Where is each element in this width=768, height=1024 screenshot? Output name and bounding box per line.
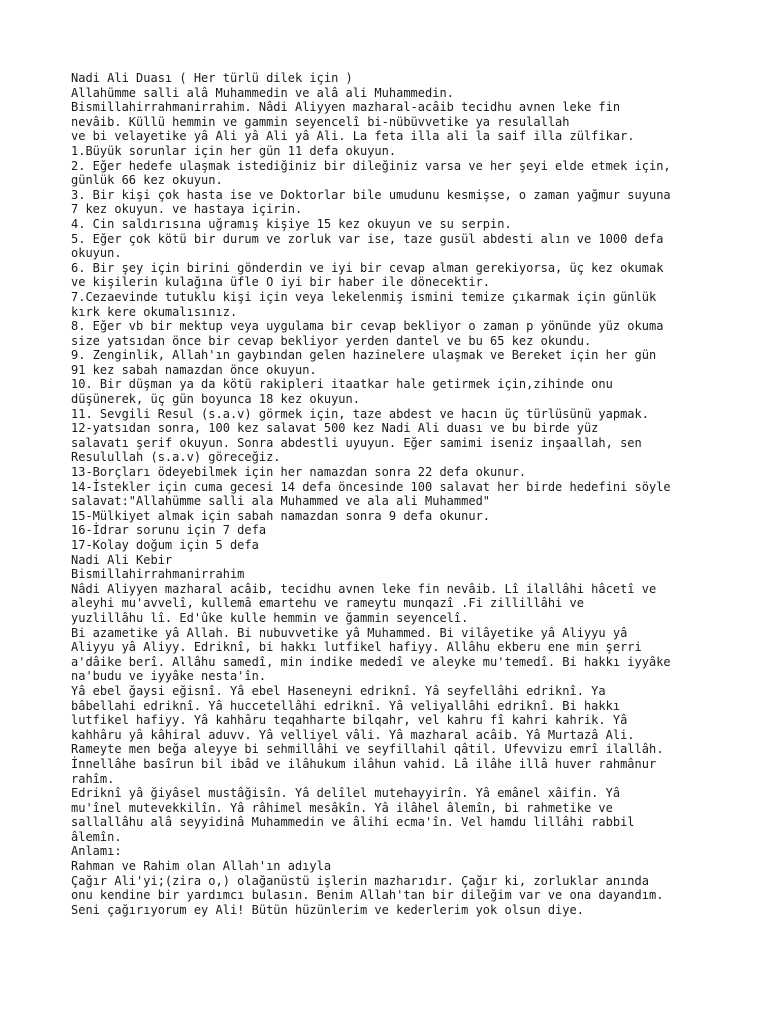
- text-line: Anlamı:: [71, 844, 122, 859]
- text-line: Rameyte men beğa aleyye bi sehmillâhi ve seyfillahil qâtil. Ufevvizu emrî ilallâh.: [71, 742, 664, 757]
- text-line: Bismillahirrahmanirrahim. Nâdi Aliyyen mazharal-acâib tecidhu avnen leke fin: [71, 100, 621, 115]
- text-line: kahhâru yâ kâhiral aduvv. Yâ velliyel vâli. Yâ mazharal acâib. Yâ Murtazâ Ali.: [71, 727, 635, 742]
- text-line: Çağır Ali'yi;(zira o,) olağanüstü işlerin mazharıdır. Çağır ki, zorluklar anında: [71, 873, 649, 888]
- text-line: günlük 66 kez okuyun.: [71, 173, 223, 188]
- text-line: 1.Büyük sorunlar için her gün 11 defa okuyun.: [71, 143, 397, 158]
- text-line: sallallâhu alâ seyyidinâ Muhammedin ve âlihi ecma'în. Vel hamdu lillâhi rabbil: [71, 815, 635, 830]
- text-line: Bi azametike yâ Allah. Bi nubuvvetike yâ Muhammed. Bi vilâyetike yâ Aliyyu yâ: [71, 625, 628, 640]
- text-line: nevâib. Küllü hemmin ve gammin seyencelî bi-nübüvvetike ya resulallah: [71, 114, 570, 129]
- text-line: Edriknî yâ ğiyâsel mustâğisîn. Yâ delîlel mutehayyirîn. Yâ emânel xâifin. Yâ: [71, 786, 621, 801]
- text-line: salavatı şerif okuyun. Sonra abdestli uyuyun. Eğer samimi iseniz inşaallah, sen: [71, 435, 642, 450]
- text-line: a'dâike berî. Allâhu samedî, min indike mededî ve aleyke mu'temedî. Bi hakkı iyyâke: [71, 654, 671, 669]
- text-line: 9. Zenginlik, Allah'ın gaybından gelen hazinelere ulaşmak ve Bereket için her gün: [71, 348, 657, 363]
- text-line: 3. Bir kişi çok hasta ise ve Doktorlar bile umudunu kesmişse, o zaman yağmur suyuna: [71, 187, 671, 202]
- text-line: 4. Cin saldırısına uğramış kişiye 15 kez okuyun ve su serpin.: [71, 216, 512, 231]
- text-line: 5. Eğer çok kötü bir durum ve zorluk var ise, taze gusül abdesti alın ve 1000 defa: [71, 231, 664, 246]
- text-line: 8. Eğer vb bir mektup veya uygulama bir cevap bekliyor o zaman p yönünde yüz okuma: [71, 319, 664, 334]
- text-line: Nadi Ali Kebir: [71, 552, 173, 567]
- text-line: Allahümme salli alâ Muhammedin ve alâ ali Muhammedin.: [71, 85, 454, 100]
- text-line: na'budu ve iyyâke nesta'în.: [71, 669, 267, 684]
- text-line: 14-İstekler için cuma gecesi 14 defa öncesinde 100 salavat her birde hedefini söyle: [71, 479, 671, 494]
- text-line: 91 kez sabah namazdan önce okuyun.: [71, 362, 317, 377]
- text-line: 7 kez okuyun. ve hastaya içirin.: [71, 202, 303, 217]
- text-line: mu'înel mutevekkilîn. Yâ râhimel mesâkîn. Yâ ilâhel âlemîn, bi rahmetike ve: [71, 800, 613, 815]
- text-line: âlemîn.: [71, 829, 122, 844]
- text-line: düşünerek, üç gün boyunca 18 kez okuyun.: [71, 392, 360, 407]
- text-line: 15-Mülkiyet almak için sabah namazdan sonra 9 defa okunur.: [71, 508, 491, 523]
- text-line: salavat:"Allahümme salli ala Muhammed ve ala ali Muhammed": [71, 494, 491, 509]
- text-line: rahîm.: [71, 771, 115, 786]
- text-line: 10. Bir düşman ya da kötü rakipleri itaatkar hale getirmek için,zihinde onu: [71, 377, 613, 392]
- text-line: Seni çağırıyorum ey Ali! Bütün hüzünlerim ve kederlerim yok olsun diye.: [71, 902, 584, 917]
- text-line: aleyhi mu'avvelî, kullemâ emartehu ve rameytu munqazî .Fi zillillâhi ve: [71, 596, 584, 611]
- text-line: bâbellahi edriknî. Yâ huccetellâhi edriknî. Yâ veliyallâhi edriknî. Bi hakkı: [71, 698, 621, 713]
- document-body: [71, 71, 711, 917]
- text-line: Nâdi Aliyyen mazharal acâib, tecidhu avnen leke fin nevâib. Lî ilallâhi hâcetî ve: [71, 581, 657, 596]
- text-line: kırk kere okumalısınız.: [71, 304, 238, 319]
- text-line: Aliyyu yâ Aliyy. Edriknî, bi hakkı lutfikel hafiyy. Allâhu ekberu ene min şerri: [71, 640, 642, 655]
- text-line: 11. Sevgili Resul (s.a.v) görmek için, taze abdest ve hacın üç türlüsünü yapmak.: [71, 406, 649, 421]
- text-line: 13-Borçları ödeyebilmek için her namazdan sonra 22 defa okunur.: [71, 465, 527, 480]
- text-line: Yâ ebel ğaysi eğisnî. Yâ ebel Haseneyni edriknî. Yâ seyfellâhi edriknî. Ya: [71, 683, 606, 698]
- text-line: onu kendine bir yardımcı bulasın. Benim Allah'tan bir dileğim var ve ona dayandım.: [71, 888, 664, 903]
- text-line: yuzlillâhu lî. Ed'ûke kulle hemmin ve ğammin seyencelî.: [71, 610, 469, 625]
- text-line: 2. Eğer hedefe ulaşmak istediğiniz bir dileğiniz varsa ve her şeyi elde etmek için,: [71, 158, 671, 173]
- text-line: 17-Kolay doğum için 5 defa: [71, 538, 259, 552]
- text-line: okuyun.: [71, 246, 122, 261]
- text-line: 7.Cezaevinde tutuklu kişi için veya lekelenmiş ismini temize çıkarmak için günlük: [71, 289, 657, 304]
- text-line: lutfikel hafiyy. Yâ kahhâru teqahharte bilqahr, vel kahru fî kahri kahrik. Yâ: [71, 713, 628, 728]
- text-line: Rahman ve Rahim olan Allah'ın adıyla: [71, 859, 332, 874]
- text-line: 16-İdrar sorunu için 7 defa: [71, 523, 267, 538]
- text-line: İnnellâhe basîrun bil ibâd ve ilâhukum ilâhun vahid. Lâ ilâhe illâ huver rahmânur: [71, 756, 657, 771]
- text-line: ve kişilerin kulağına üfle O iyi bir haber ile dönecektir.: [71, 275, 491, 290]
- text-line: size yatsıdan önce bir cevap bekliyor yerden dantel ve bu 65 kez okundu.: [71, 333, 592, 348]
- text-line: 6. Bir şey için birini gönderdin ve iyi bir cevap alman gerekiyorsa, üç kez okumak: [71, 260, 664, 275]
- text-line: 12-yatsıdan sonra, 100 kez salavat 500 kez Nadi Ali duası ve bu birde yüz: [71, 421, 599, 436]
- text-line: ve bi velayetike yâ Ali yâ Ali yâ Ali. La feta illa ali la saif illa zülfikar.: [71, 129, 635, 144]
- text-line: Bismillahirrahmanirrahim: [71, 567, 245, 582]
- text-line: Nadi Ali Duası ( Her türlü dilek için ): [71, 71, 353, 85]
- text-line: Resulullah (s.a.v) göreceğiz.: [71, 450, 281, 465]
